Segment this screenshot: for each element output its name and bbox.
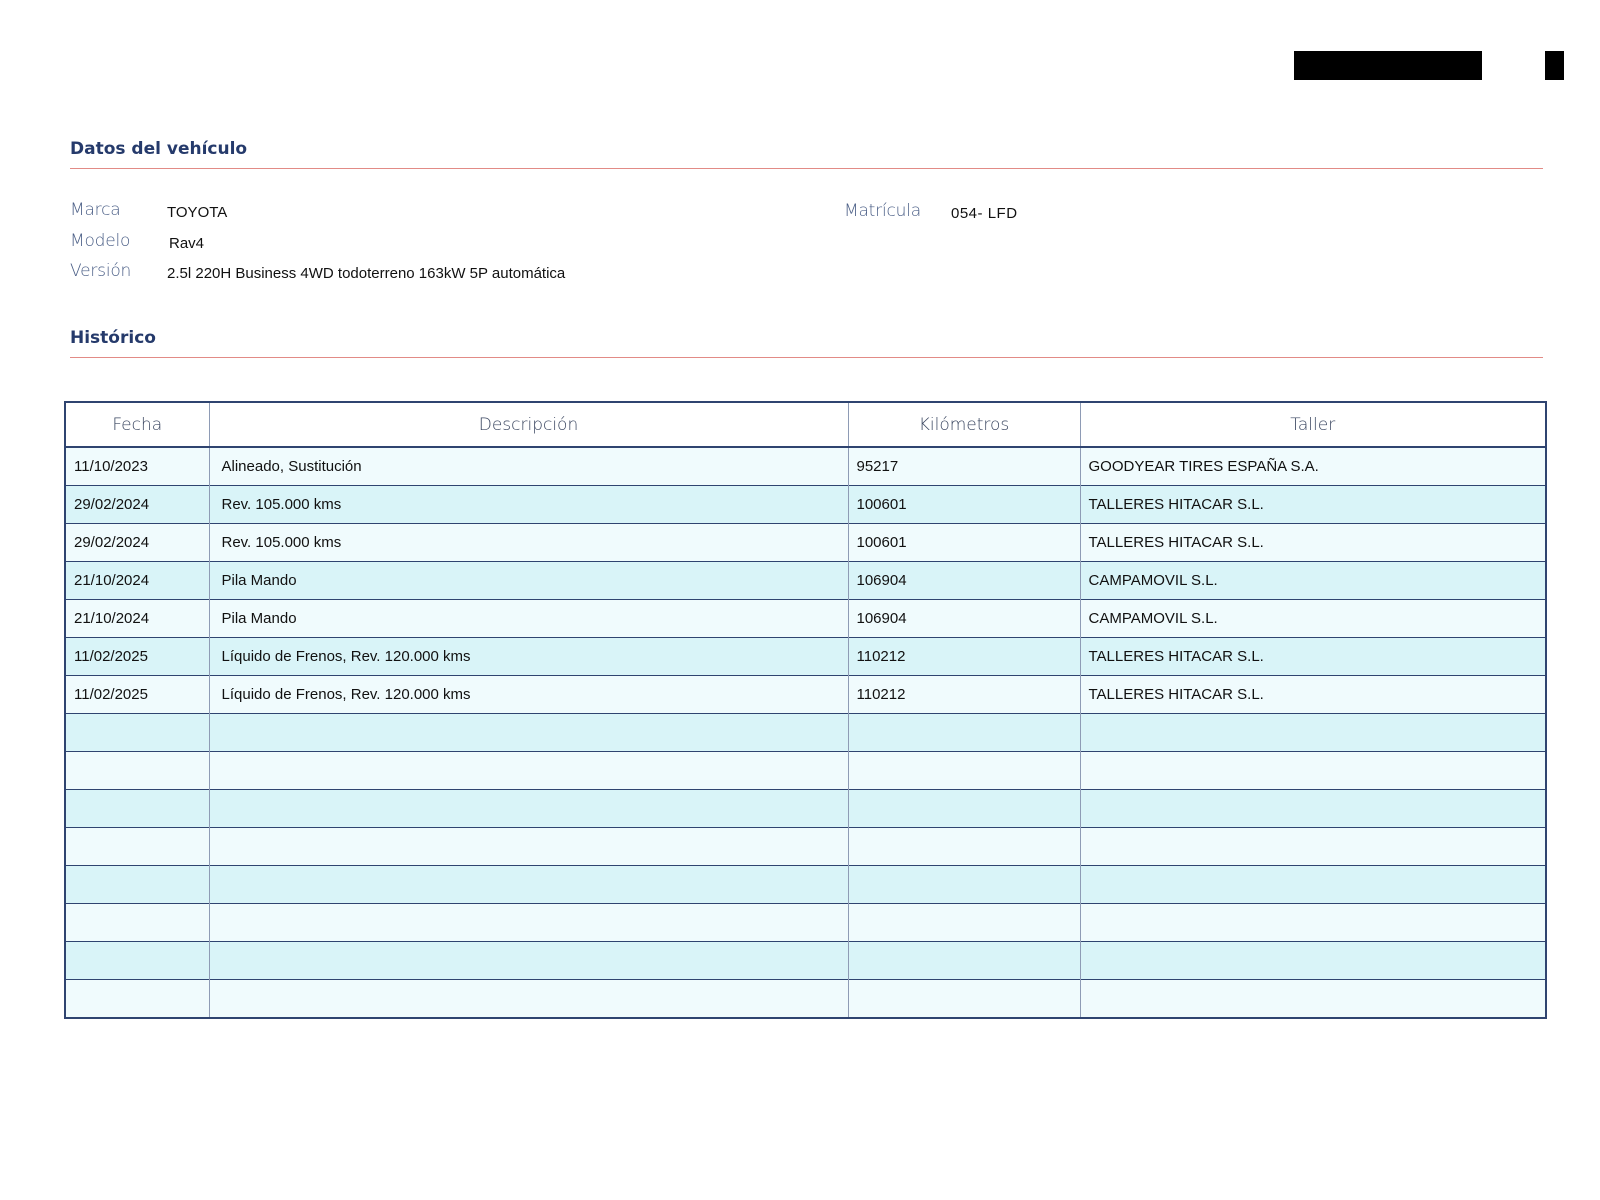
table-row — [65, 447, 1546, 486]
descripcion-cell: Rev. 105.000 kms — [209, 524, 848, 562]
table-row — [65, 866, 1546, 904]
kilometros-cell: 100601 — [848, 486, 1080, 524]
descripcion-cell — [209, 866, 848, 904]
taller-cell: CAMPAMOVIL S.L. — [1080, 600, 1546, 638]
descripcion-cell — [209, 714, 848, 752]
descripcion-cell: Líquido de Frenos, Rev. 120.000 kms — [209, 638, 848, 676]
taller-cell — [1080, 828, 1546, 866]
fecha-cell — [65, 866, 209, 904]
table-row — [65, 942, 1546, 980]
taller-cell — [1080, 942, 1546, 980]
taller-cell — [1080, 790, 1546, 828]
vehicle-section-divider — [70, 168, 1543, 169]
modelo-label: Modelo — [70, 231, 131, 251]
fecha-cell — [65, 752, 209, 790]
fecha-cell: 29/02/2024 — [65, 486, 209, 524]
kilometros-cell — [848, 790, 1080, 828]
table-row — [65, 524, 1546, 562]
kilometros-cell: 106904 — [848, 600, 1080, 638]
kilometros-cell — [848, 942, 1080, 980]
table-row — [65, 980, 1546, 1019]
history-section-divider — [70, 357, 1543, 358]
kilometros-cell — [848, 714, 1080, 752]
table-row — [65, 638, 1546, 676]
descripcion-cell — [209, 942, 848, 980]
fecha-cell — [65, 714, 209, 752]
column-header-fecha: Fecha — [65, 402, 209, 447]
fecha-cell — [65, 790, 209, 828]
descripcion-cell: Pila Mando — [209, 562, 848, 600]
table-row — [65, 676, 1546, 714]
history-table — [64, 401, 1547, 1019]
fecha-cell: 11/10/2023 — [65, 447, 209, 486]
descripcion-cell: Rev. 105.000 kms — [209, 486, 848, 524]
descripcion-cell — [209, 904, 848, 942]
table-row — [65, 752, 1546, 790]
taller-cell — [1080, 904, 1546, 942]
kilometros-cell — [848, 828, 1080, 866]
fecha-cell — [65, 942, 209, 980]
column-header-taller: Taller — [1080, 402, 1546, 447]
descripcion-cell — [209, 828, 848, 866]
table-row — [65, 904, 1546, 942]
kilometros-cell: 110212 — [848, 676, 1080, 714]
kilometros-cell: 106904 — [848, 562, 1080, 600]
column-header-descripcion: Descripción — [209, 402, 848, 447]
descripcion-cell: Alineado, Sustitución — [209, 447, 848, 486]
fecha-cell — [65, 980, 209, 1019]
modelo-value: Rav4 — [169, 235, 205, 252]
taller-cell: TALLERES HITACAR S.L. — [1080, 524, 1546, 562]
matricula-value: 054- LFD — [951, 205, 1018, 222]
taller-cell: GOODYEAR TIRES ESPAÑA S.A. — [1080, 447, 1546, 486]
table-row — [65, 828, 1546, 866]
redaction-block — [1294, 51, 1482, 80]
descripcion-cell: Pila Mando — [209, 600, 848, 638]
version-label: Versión — [70, 261, 132, 281]
kilometros-cell: 100601 — [848, 524, 1080, 562]
version-value: 2.5l 220H Business 4WD todoterreno 163kW 5P automática — [167, 265, 566, 282]
descripcion-cell — [209, 752, 848, 790]
kilometros-cell — [848, 904, 1080, 942]
taller-cell: TALLERES HITACAR S.L. — [1080, 638, 1546, 676]
history-section-title: Histórico — [70, 328, 156, 348]
fecha-cell — [65, 904, 209, 942]
taller-cell — [1080, 752, 1546, 790]
descripcion-cell — [209, 980, 848, 1019]
kilometros-cell — [848, 980, 1080, 1019]
table-row — [65, 600, 1546, 638]
taller-cell: TALLERES HITACAR S.L. — [1080, 676, 1546, 714]
fecha-cell — [65, 828, 209, 866]
fecha-cell: 11/02/2025 — [65, 638, 209, 676]
column-header-kilometros: Kilómetros — [848, 402, 1080, 447]
kilometros-cell — [848, 752, 1080, 790]
marca-value: TOYOTA — [167, 204, 228, 221]
kilometros-cell: 95217 — [848, 447, 1080, 486]
kilometros-cell: 110212 — [848, 638, 1080, 676]
table-row — [65, 486, 1546, 524]
table-row — [65, 562, 1546, 600]
table-row — [65, 714, 1546, 752]
taller-cell — [1080, 714, 1546, 752]
marca-label: Marca — [70, 200, 121, 220]
matricula-label: Matrícula — [844, 201, 921, 221]
fecha-cell: 29/02/2024 — [65, 524, 209, 562]
descripcion-cell: Líquido de Frenos, Rev. 120.000 kms — [209, 676, 848, 714]
redaction-block-small — [1545, 51, 1564, 80]
taller-cell — [1080, 866, 1546, 904]
table-row — [65, 790, 1546, 828]
taller-cell: CAMPAMOVIL S.L. — [1080, 562, 1546, 600]
kilometros-cell — [848, 866, 1080, 904]
taller-cell: TALLERES HITACAR S.L. — [1080, 486, 1546, 524]
history-table-header — [65, 402, 1546, 447]
fecha-cell: 11/02/2025 — [65, 676, 209, 714]
descripcion-cell — [209, 790, 848, 828]
fecha-cell: 21/10/2024 — [65, 562, 209, 600]
fecha-cell: 21/10/2024 — [65, 600, 209, 638]
vehicle-section-title: Datos del vehículo — [70, 139, 248, 159]
taller-cell — [1080, 980, 1546, 1019]
